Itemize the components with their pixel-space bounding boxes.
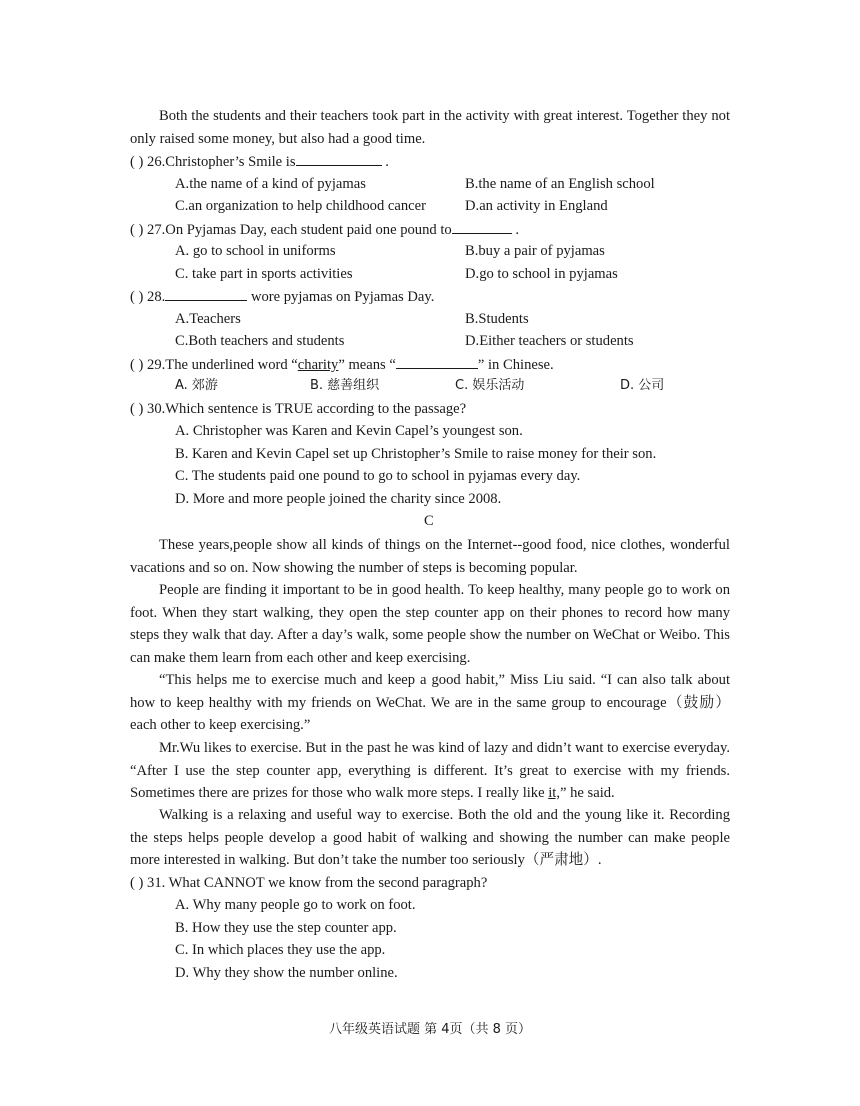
answer-blank [165, 286, 247, 301]
q26-option-b: B.the name of an English school [465, 176, 655, 192]
intro-paragraph: Both the students and their teachers took part in the activity with great interest. Together they not only raised some money, but also had a good time. [130, 108, 730, 147]
q28-stem: 28. [147, 289, 166, 305]
answer-paren: ( ) [130, 875, 144, 891]
p4-text-end: ” he said. [560, 785, 615, 801]
q30-option-a: A. Christopher was Karen and Kevin Capel’s youngest son. [175, 423, 523, 439]
question-31 [130, 873, 487, 893]
answer-paren: ( ) [130, 289, 144, 305]
q30-option-d: D. More and more people joined the charity since 2008. [175, 491, 502, 507]
q28-stem-end: wore pyjamas on Pyjamas Day. [250, 289, 435, 305]
p4-text: Mr.Wu likes to exercise. But in the past he was kind of lazy and didn’t want to exercise everyday. “After I use the step counter app, everything is different. It’s great to exercise with my friends. Sometimes there are prizes for those who walk more steps. I really like [130, 740, 730, 801]
q27-stem-end: . [515, 222, 519, 238]
q28-option-d: D.Either teachers or students [465, 333, 634, 349]
q27-stem: 27.On Pyjamas Day, each student paid one pound to [147, 222, 452, 238]
question-27 [130, 219, 519, 240]
passage-c-paragraph-5: Walking is a relaxing and useful way to exercise. Both the old and the young like it. Recording the steps helps people develop a good habit of walking and showing the number can make people more interested in walking. But don’t take the number too seriously（严肃地）. [130, 807, 730, 868]
passage-c-paragraph-1: These years,people show all kinds of things on the Internet--good food, nice clothes, wonderful vacations and so on. Now showing the number of steps is becoming popular. [130, 537, 730, 576]
answer-blank [396, 354, 478, 369]
section-c-heading: C [424, 513, 434, 529]
q27-option-c: C. take part in sports activities [175, 266, 353, 282]
passage-c-paragraph-3: “This helps me to exercise much and keep a good habit,” Miss Liu said. “I can also talk about how to keep healthy with my friends on WeChat. We are in the same group to encourage（鼓励） each other to keep exercising.” [130, 672, 730, 733]
q31-option-d: D. Why they show the number online. [175, 965, 398, 981]
q29-option-a: A. 郊游 [175, 378, 218, 393]
q28-option-c: C.Both teachers and students [175, 333, 345, 349]
page-footer: 八年级英语试题 第 4页（共 8 页） [328, 1022, 532, 1037]
q31-option-b: B. How they use the step counter app. [175, 920, 397, 936]
q28-option-b: B.Students [465, 311, 529, 327]
q26-stem: 26.Christopher’s Smile is [147, 154, 296, 170]
q29-option-b: B. 慈善组织 [310, 378, 380, 393]
q26-stem-end: . [385, 154, 389, 170]
question-29 [130, 354, 554, 375]
question-30 [130, 399, 466, 419]
answer-paren: ( ) [130, 222, 144, 238]
q27-option-d: D.go to school in pyjamas [465, 266, 618, 282]
underlined-word: it, [548, 785, 560, 801]
question-28 [130, 286, 434, 307]
q27-option-a: A. go to school in uniforms [175, 243, 336, 259]
answer-blank [296, 151, 382, 166]
q31-option-a: A. Why many people go to work on foot. [175, 897, 416, 913]
q26-option-d: D.an activity in England [465, 198, 608, 214]
q29-stem: 29.The underlined word “ [147, 357, 298, 373]
q30-option-c: C. The students paid one pound to go to school in pyjamas every day. [175, 468, 581, 484]
passage-c-paragraph-4 [130, 737, 730, 805]
passage-c-paragraph-2: People are finding it important to be in good health. To keep healthy, many people go to work on foot. When they start walking, they open the step counter app on their phones to record how many steps they walk that day. After a day’s walk, some people show the number on WeChat or Weibo. This can make them learn from each other and keep exercising. [130, 582, 730, 666]
q29-stem-mid: ” means “ [338, 357, 396, 373]
q28-option-a: A.Teachers [175, 311, 241, 327]
q26-option-a: A.the name of a kind of pyjamas [175, 176, 366, 192]
q26-option-c: C.an organization to help childhood cancer [175, 198, 426, 214]
answer-blank [452, 219, 512, 234]
answer-paren: ( ) [130, 401, 144, 417]
answer-paren: ( ) [130, 357, 144, 373]
q27-option-b: B.buy a pair of pyjamas [465, 243, 605, 259]
q29-option-c: C. 娱乐活动 [455, 378, 525, 393]
q29-stem-end: ” in Chinese. [477, 357, 554, 373]
question-26 [130, 151, 389, 172]
answer-paren: ( ) [130, 154, 144, 170]
underlined-word: charity [297, 357, 339, 373]
q30-option-b: B. Karen and Kevin Capel set up Christopher’s Smile to raise money for their son. [175, 446, 657, 462]
q31-option-c: C. In which places they use the app. [175, 942, 386, 958]
q31-stem: 31. What CANNOT we know from the second paragraph? [147, 875, 488, 891]
q29-option-d: D. 公司 [620, 378, 665, 393]
q30-stem: 30.Which sentence is TRUE according to the passage? [147, 401, 467, 417]
